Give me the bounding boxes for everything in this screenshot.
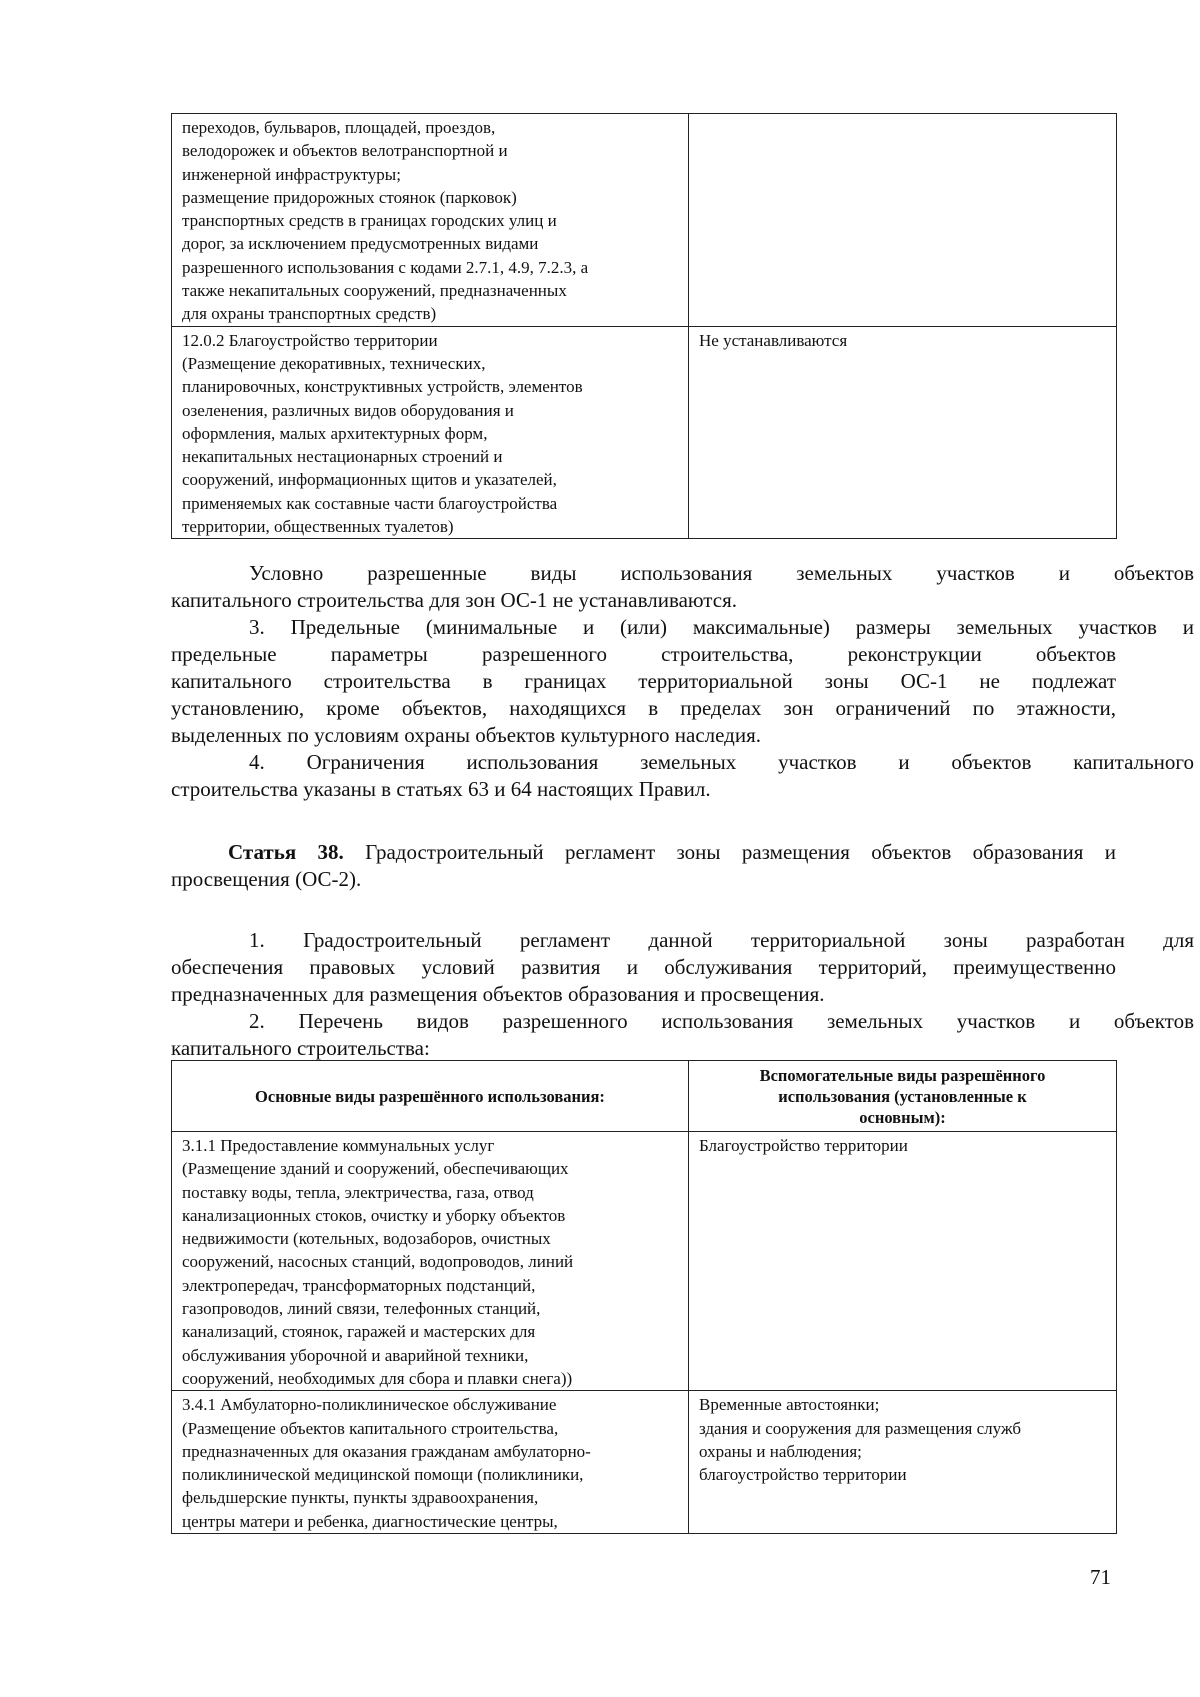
paragraph-line	[171, 866, 1116, 893]
cell-text-line: сооружений, информационных щитов и указателей,	[182, 470, 557, 490]
paragraph-line	[171, 668, 1116, 695]
cell-text-line: инженерной инфраструктуры;	[182, 164, 401, 184]
cell-text-line: (Размещение объектов капитального строительства,	[182, 1418, 559, 1438]
paragraph-line	[171, 981, 1116, 1008]
cell-text-line: озеленения, различных видов оборудования и	[182, 400, 514, 420]
cell-text-line: некапитальных нестационарных строений и	[182, 447, 503, 467]
text-line: капитального строительства:	[171, 1036, 430, 1060]
paragraph-line	[171, 641, 1116, 668]
page-number: 71	[1090, 1565, 1111, 1589]
text-line: предназначенных для размещения объектов образования и просвещения.	[171, 982, 825, 1006]
regulation-table-os2	[171, 1060, 1117, 1534]
text-line: 1. Градостроительный регламент данной территориальной зоны разработан для	[249, 928, 1194, 952]
text-line: предельные параметры разрешенного строительства, реконструкции объектов	[171, 642, 1116, 666]
paragraph-restrictions	[171, 749, 1194, 776]
cell-main-use	[172, 114, 689, 327]
article-heading	[171, 839, 1116, 866]
text-line	[228, 839, 1116, 866]
header-text-line: основным):	[859, 1107, 946, 1127]
regulation-table-continued	[171, 113, 1117, 539]
article-label: Статья 38.	[228, 840, 344, 864]
cell-text-line: транспортных средств в границах городских улиц и	[182, 211, 557, 231]
paragraph-line	[171, 954, 1116, 981]
cell-text-line: благоустройство территории	[699, 1465, 907, 1485]
paragraph-line	[171, 1035, 1116, 1062]
cell-text-line: территории, общественных туалетов)	[182, 517, 454, 537]
cell-text-line: Временные автостоянки;	[699, 1395, 880, 1415]
text-line: строительства указаны в статьях 63 и 64 настоящих Правил.	[171, 777, 711, 801]
text-line: Условно разрешенные виды использования земельных участков и объектов	[249, 561, 1194, 585]
cell-text-line: недвижимости (котельных, водозаборов, очистных	[182, 1229, 551, 1249]
header-main-uses: Основные виды разрешённого использования:	[172, 1061, 689, 1132]
cell-text-line: здания и сооружения для размещения служб	[699, 1418, 1022, 1438]
cell-text-line: электропередач, трансформаторных подстанций,	[182, 1275, 536, 1295]
cell-auxiliary-use	[689, 1391, 1117, 1534]
cell-text-line: для охраны транспортных средств)	[182, 304, 437, 324]
header-text-line: Вспомогательные виды разрешённого	[759, 1065, 1046, 1085]
cell-text-line: поликлинической медицинской помощи (поликлиники,	[182, 1465, 584, 1485]
cell-text-line: (Размещение зданий и сооружений, обеспечивающих	[182, 1159, 569, 1179]
cell-text-line: 3.4.1 Амбулаторно-поликлиническое обслуживание	[182, 1395, 557, 1415]
text-line: капитального строительства в границах территориальной зоны ОС-1 не подлежат	[171, 669, 1116, 693]
cell-text-line: 12.0.2 Благоустройство территории	[182, 330, 438, 350]
cell-text-line: оформления, малых архитектурных форм,	[182, 423, 488, 443]
paragraph-line	[171, 587, 1116, 614]
cell-text-line: планировочных, конструктивных устройств, элементов	[182, 377, 583, 397]
paragraph-line	[171, 695, 1116, 722]
cell-text-line: разрешенного использования с кодами 2.7.1, 4.9, 7.2.3, а	[182, 257, 589, 277]
cell-text-line: 3.1.1 Предоставление коммунальных услуг	[182, 1136, 495, 1155]
header-auxiliary-uses	[689, 1061, 1117, 1132]
cell-text-line: (Размещение декоративных, технических,	[182, 353, 486, 373]
cell-text-line: обслуживания уборочной и аварийной техники,	[182, 1345, 529, 1365]
header-text-line: использования (установленные к	[778, 1086, 1027, 1106]
cell-text-line: также некапитальных сооружений, предназначенных	[182, 281, 567, 301]
table-row	[172, 326, 1117, 539]
cell-text-line: центры матери и ребенка, диагностические центры,	[182, 1511, 558, 1531]
cell-text-line: размещение придорожных стоянок (парковок)	[182, 187, 517, 207]
cell-text-line: Благоустройство территории	[699, 1136, 908, 1155]
paragraph-line	[171, 776, 1116, 803]
cell-text-line: сооружений, необходимых для сбора и плавки снега))	[182, 1368, 573, 1388]
paragraph-purpose	[171, 927, 1194, 954]
cell-text-line: велодорожек и объектов велотранспортной и	[182, 141, 508, 161]
cell-text-line: сооружений, насосных станций, водопроводов, линий	[182, 1252, 574, 1272]
cell-text-line: фельдшерские пункты, пункты здравоохранения,	[182, 1488, 539, 1508]
cell-text-line: предназначенных для оказания гражданам амбулаторно-	[182, 1441, 591, 1461]
cell-text-line: охраны и наблюдения;	[699, 1441, 862, 1461]
cell-main-use	[172, 1391, 689, 1534]
cell-auxiliary-use	[689, 1132, 1117, 1391]
table-row	[172, 114, 1117, 327]
cell-text-line: переходов, бульваров, площадей, проездов,	[182, 118, 496, 137]
table-row	[172, 1391, 1117, 1534]
cell-text-line: поставку воды, тепла, электричества, газа, отвод	[182, 1182, 534, 1202]
paragraph-limit-sizes	[171, 614, 1194, 641]
text-line: просвещения (ОС-2).	[171, 867, 362, 891]
text-line: 4. Ограничения использования земельных участков и объектов капитального	[249, 750, 1194, 774]
paragraph-conditional-uses	[171, 560, 1194, 587]
cell-main-use	[172, 326, 689, 539]
cell-text-line: Не устанавливаются	[699, 330, 848, 350]
cell-text-line: канализаций, стоянок, гаражей и мастерских для	[182, 1322, 536, 1342]
text-line: выделенных по условиям охраны объектов культурного наследия.	[171, 723, 761, 747]
table-header-row	[172, 1061, 1117, 1132]
cell-text-line: канализационных стоков, очистку и уборку объектов	[182, 1205, 566, 1225]
table-row	[172, 1132, 1117, 1391]
cell-text-line: применяемых как составные части благоустройства	[182, 493, 558, 513]
text-line: установлению, кроме объектов, находящихся в пределах зон ограничений по этажности,	[171, 696, 1116, 720]
text-line: обеспечения правовых условий развития и обслуживания территорий, преимущественно	[171, 955, 1116, 979]
cell-text-line: газопроводов, линий связи, телефонных станций,	[182, 1299, 541, 1319]
paragraph-line	[171, 722, 1116, 749]
cell-auxiliary-use	[689, 326, 1117, 539]
article-title: Градостроительный регламент зоны размещения объектов образования и	[343, 840, 1117, 864]
paragraph-list-intro	[171, 1008, 1194, 1035]
cell-text-line: дорог, за исключением предусмотренных видами	[182, 234, 539, 254]
cell-main-use	[172, 1132, 689, 1391]
cell-auxiliary-use	[689, 114, 1117, 327]
text-line: 2. Перечень видов разрешенного использования земельных участков и объектов	[249, 1009, 1194, 1033]
text-line: 3. Предельные (минимальные и (или) максимальные) размеры земельных участков и	[249, 615, 1194, 639]
text-line: капитального строительства для зон ОС-1 не устанавливаются.	[171, 588, 737, 612]
